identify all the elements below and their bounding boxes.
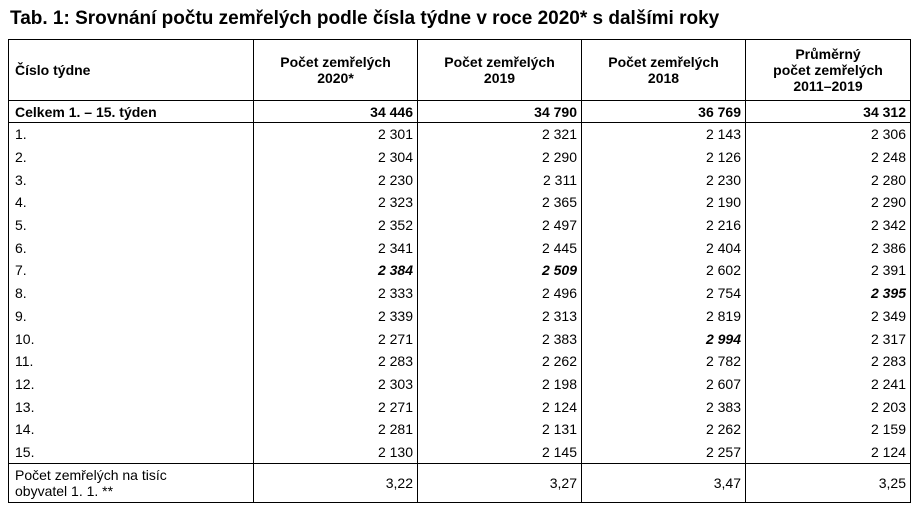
header-2018-line2: 2018 <box>647 70 680 86</box>
deaths-average: 2 391 <box>746 259 911 282</box>
deaths-2018: 2 819 <box>582 305 746 328</box>
deaths-average: 2 283 <box>746 350 911 373</box>
week-number: 7. <box>9 259 254 282</box>
deaths-2018: 2 607 <box>582 373 746 396</box>
deaths-2019: 2 321 <box>418 123 582 146</box>
deaths-2019: 2 365 <box>418 191 582 214</box>
header-week <box>9 40 254 101</box>
header-average-line3: 2011–2019 <box>793 78 863 94</box>
table-row <box>9 168 911 191</box>
deaths-average: 2 124 <box>746 441 911 464</box>
deaths-2020: 2 301 <box>254 123 418 146</box>
week-number: 9. <box>9 305 254 328</box>
deaths-2019: 2 445 <box>418 236 582 259</box>
table-row <box>9 236 911 259</box>
total-label: Celkem 1. – 15. týden <box>9 101 254 123</box>
header-2019-line2: 2019 <box>483 70 516 86</box>
week-number: 11. <box>9 350 254 373</box>
deaths-average: 2 203 <box>746 395 911 418</box>
header-2018 <box>582 40 746 101</box>
total-row <box>9 101 911 123</box>
week-number: 5. <box>9 214 254 237</box>
deaths-average: 2 349 <box>746 305 911 328</box>
table-row <box>9 350 911 373</box>
deaths-2020: 2 281 <box>254 418 418 441</box>
deaths-average: 2 317 <box>746 327 911 350</box>
table-row <box>9 191 911 214</box>
header-2020-line2: 2020* <box>317 70 354 86</box>
week-number: 6. <box>9 236 254 259</box>
deaths-2019: 2 145 <box>418 441 582 464</box>
week-number: 13. <box>9 395 254 418</box>
deaths-2019: 2 131 <box>418 418 582 441</box>
table-row <box>9 123 911 146</box>
deaths-2019: 2 262 <box>418 350 582 373</box>
deaths-average: 2 159 <box>746 418 911 441</box>
deaths-2019: 2 311 <box>418 168 582 191</box>
per-thousand-average: 3,25 <box>746 464 911 503</box>
header-2020 <box>254 40 418 101</box>
deaths-2018: 2 143 <box>582 123 746 146</box>
week-number: 14. <box>9 418 254 441</box>
table-row <box>9 259 911 282</box>
header-2018-line1: Počet zemřelých <box>608 54 719 70</box>
deaths-2018: 2 782 <box>582 350 746 373</box>
header-week-text: Číslo týdne <box>15 62 91 78</box>
deaths-2019: 2 496 <box>418 282 582 305</box>
deaths-average: 2 306 <box>746 123 911 146</box>
table-row <box>9 146 911 169</box>
deaths-average: 2 280 <box>746 168 911 191</box>
deaths-2020: 2 130 <box>254 441 418 464</box>
week-number: 1. <box>9 123 254 146</box>
table-row <box>9 282 911 305</box>
deaths-average: 2 241 <box>746 373 911 396</box>
deaths-2020: 2 323 <box>254 191 418 214</box>
total-2019: 34 790 <box>418 101 582 123</box>
deaths-2018: 2 190 <box>582 191 746 214</box>
deaths-2019: 2 198 <box>418 373 582 396</box>
deaths-average: 2 342 <box>746 214 911 237</box>
deaths-2020: 2 283 <box>254 350 418 373</box>
deaths-2018: 2 602 <box>582 259 746 282</box>
deaths-2020: 2 339 <box>254 305 418 328</box>
deaths-2019: 2 290 <box>418 146 582 169</box>
deaths-2018: 2 257 <box>582 441 746 464</box>
deaths-2019: 2 124 <box>418 395 582 418</box>
per-thousand-label <box>9 464 254 503</box>
deaths-2019: 2 383 <box>418 327 582 350</box>
table-row <box>9 214 911 237</box>
per-thousand-label-line2: obyvatel 1. 1. ** <box>15 483 114 500</box>
deaths-average: 2 290 <box>746 191 911 214</box>
per-thousand-2019: 3,27 <box>418 464 582 503</box>
week-number: 10. <box>9 327 254 350</box>
week-number: 3. <box>9 168 254 191</box>
table-row <box>9 327 911 350</box>
header-average-line2: počet zemřelých <box>773 62 883 78</box>
deaths-2018: 2 262 <box>582 418 746 441</box>
week-number: 12. <box>9 373 254 396</box>
deaths-2020: 2 303 <box>254 373 418 396</box>
per-thousand-2018: 3,47 <box>582 464 746 503</box>
header-average <box>746 40 911 101</box>
week-number: 2. <box>9 146 254 169</box>
deaths-2018: 2 404 <box>582 236 746 259</box>
week-number: 4. <box>9 191 254 214</box>
per-thousand-row <box>9 464 911 503</box>
deaths-average: 2 395 <box>746 282 911 305</box>
header-2019 <box>418 40 582 101</box>
deaths-2020: 2 384 <box>254 259 418 282</box>
deaths-2018: 2 994 <box>582 327 746 350</box>
total-average: 34 312 <box>746 101 911 123</box>
deaths-2020: 2 341 <box>254 236 418 259</box>
header-2019-line1: Počet zemřelých <box>444 54 555 70</box>
deaths-2019: 2 497 <box>418 214 582 237</box>
table-title: Tab. 1: Srovnání počtu zemřelých podle čísla týdne v roce 2020* s dalšími roky <box>10 8 720 29</box>
deaths-average: 2 386 <box>746 236 911 259</box>
table-row <box>9 441 911 464</box>
deaths-2020: 2 333 <box>254 282 418 305</box>
deaths-2018: 2 216 <box>582 214 746 237</box>
deaths-2018: 2 126 <box>582 146 746 169</box>
week-number: 8. <box>9 282 254 305</box>
deaths-2019: 2 509 <box>418 259 582 282</box>
deaths-table <box>8 39 911 503</box>
header-2020-line1: Počet zemřelých <box>280 54 391 70</box>
table-row <box>9 305 911 328</box>
total-2020: 34 446 <box>254 101 418 123</box>
header-average-line1: Průměrný <box>795 46 861 62</box>
per-thousand-label-line1: Počet zemřelých na tisíc <box>15 467 167 484</box>
deaths-2020: 2 352 <box>254 214 418 237</box>
deaths-2020: 2 271 <box>254 327 418 350</box>
week-number: 15. <box>9 441 254 464</box>
deaths-2020: 2 230 <box>254 168 418 191</box>
header-row <box>9 40 911 101</box>
per-thousand-2020: 3,22 <box>254 464 418 503</box>
deaths-2018: 2 383 <box>582 395 746 418</box>
deaths-2018: 2 754 <box>582 282 746 305</box>
table-row <box>9 373 911 396</box>
table-row <box>9 395 911 418</box>
deaths-2020: 2 304 <box>254 146 418 169</box>
total-2018: 36 769 <box>582 101 746 123</box>
deaths-2018: 2 230 <box>582 168 746 191</box>
deaths-2020: 2 271 <box>254 395 418 418</box>
table-row <box>9 418 911 441</box>
deaths-2019: 2 313 <box>418 305 582 328</box>
deaths-average: 2 248 <box>746 146 911 169</box>
